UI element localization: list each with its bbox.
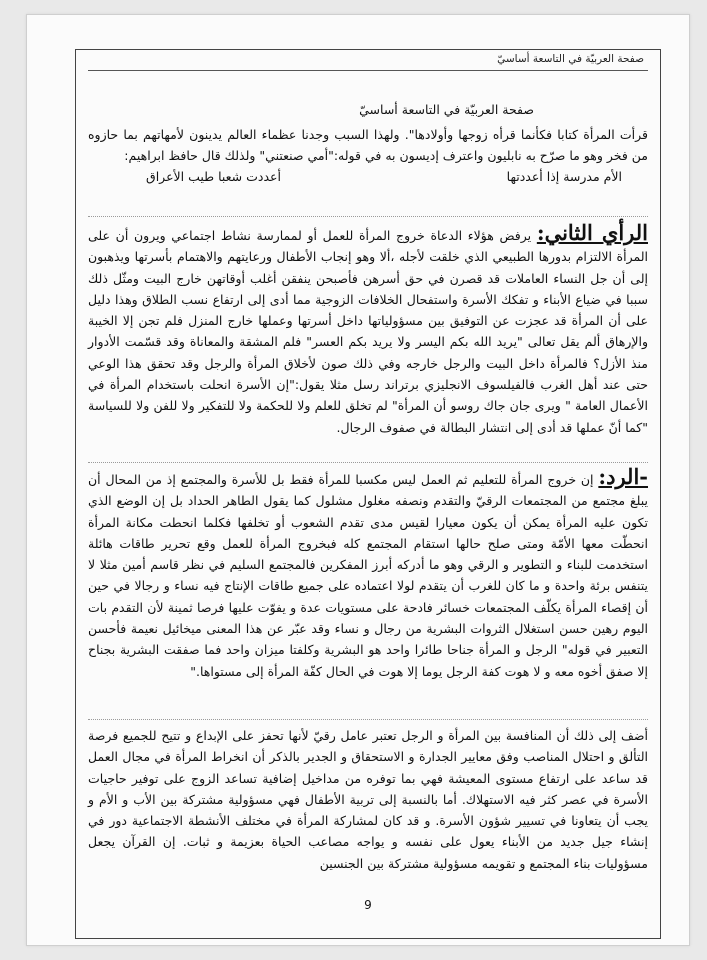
final-paragraph: أضف إلى ذلك أن المنافسة بين المرأة و الرجل تعتبر عامل رقيّ لأنها تحفز على الإبداع و تتيح للجميع فرصة التألق و احتلال المناصب وفق معايير الجدارة و الاستحقاق و الجدير بالذكر أن انخراط المرأة في مجال العمل قد ساعد على ارتفاع مستوى المعيشة فهي بما توفره من مداخيل إضافية تساعد الزوج على توفير حاجيات الأسرة في عصر كثر فيه الاستهلاك. أما بالنسبة إلى تربية الأطفال فهي مسؤولية مشتركة بين الأب و الأم و يجب أن يتعاونا في تسيير شؤون الأسرة. و قد كان لمشاركة المرأة في مختلف الأنشطة الاجتماعية دور في إنشاء جيل جديد من الأبناء يعول على نفسه و يواجه مصاعب الحياة بعزيمة و ثبات. إن القرآن يجعل مسؤوليات بناء المجتمع و تقويمه مسؤولية مشتركة بين الجنسين [88, 728, 648, 871]
header-rule [88, 70, 648, 71]
opinion-two-section [88, 222, 648, 438]
reply-heading: -الرد: [598, 464, 648, 489]
poem-verse [88, 167, 648, 187]
page-border-frame [75, 49, 661, 939]
opinion-two-heading: الرأي الثاني: [536, 220, 648, 245]
section-divider [88, 719, 648, 720]
intro-section [88, 124, 648, 187]
final-section [88, 725, 648, 874]
reply-text: إن خروج المرأة للتعليم ثم العمل ليس مكسبا للمرأة فقط بل للأسرة والمجتمع إذ من المحال أن يبلغ مجتمع من المجتمعات الرقيّ والتقدم ونصفه مغلول مشلول كما يقول الطاهر الحداد بل إن الوضع الذي تكون عليه المرأة يمكن أن يكون معيارا لقيس مدى تقدم الشعوب أو تخلفها فكلما انحطت مكانة المرأة انحطّت معها الأمّة ومتى صلح حالها استقام المجتمع كله فبخروج المرأة للعمل وقع تحرير طاقات هائلة استخدمت للبناء و التطوير و الرقي وهو ما أدركه أبرز المفكرين فالمجتمع السليم في نظر قاسم أمين مثلا لا يتنفس برئة واحدة و ما كان للغرب أن يتقدم لولا اعتماده على جميع طاقات الإنتاج فيه نساء و رجالا في حين أن إقصاء المرأة يكلّف المجتمعات خسائر فادحة على مستويات عدة و يفوّت عليها فرصا ثمينة لأن التقدم بات اليوم رهين حسن استغلال الثروات البشرية من رجال و نساء وقد عبّر عن هذا المعنى ميخائيل نعيمة فأحسن التعبير في قوله" الرجل و المرأة جناحا طائرا واحد هو البشرية وكلفتا ميزان واحد فما صفقت البشرية بجناح إلا صفق أخوه معه و لا هوت كفة الرجل يوما إلا هوت في الحال كفّة المرأة إلى مستواها." [88, 472, 648, 679]
page-number: 9 [364, 897, 372, 912]
running-header: صفحة العربيّة في التاسعة أساسيّ [497, 53, 644, 65]
opinion-two-paragraph [88, 222, 648, 438]
poem-hemistich-second: أعددت شعبا طيب الأعراق [146, 168, 281, 184]
section-divider [88, 216, 648, 217]
page-content [88, 50, 648, 938]
section-divider [88, 462, 648, 463]
reply-paragraph [88, 466, 648, 682]
reply-section [88, 466, 648, 682]
page-sheet [26, 14, 690, 946]
opinion-two-text: يرفض هؤلاء الدعاة خروج المرأة للعمل أو لممارسة نشاط اجتماعي ويرون أن على المرأة الالتزام بدورها الطبيعي الذي خلقت لأجله ،ألا وهو إنجاب الأطفال ورعايتهم والاهتمام بأسرتها ويذهبون إلى أن جل النساء العاملات قد قصرن في حق أسرهن فأصبحن ينفقن أغلب أوقاتهن خارج البيت ومثّل ذلك سببا في ضياع الأبناء و تفكك الأسرة واستفحال الخلافات الزوجية مما أدى إلى ارتفاع نسب الطلاق وهذا دليل على أن المرأة قد عجزت عن التوفيق بين مسؤولياتها داخل أسرتها وعملها خارج المنزل فلم تجن إلا الخيبة والإرهاق ألم يقل تعالى "يريد الله بكم اليسر ولا يريد بكم العسر" فلم المشقة والمعاناة وقد قسّمت الأدوار منذ الأزل؟ فالمرأة داخل البيت والرجل خارجه وفي ذلك صون لأخلاق المرأة والرجل وقد تحقق هذا الوعي حتى عند أهل الغرب فالفيلسوف الانجليزي برتراند رسل مثلا يقول:"إن الأسرة انحلت باستخدام المرأة في الأعمال العامة " ويرى جان جاك روسو أن المرأة" لم تخلق للعلم ولا للحكمة ولا للتفكير ولا للفن ولا للسياسة "كما أنّ عملها قد أدى إلى انتشار البطالة في صفوف الرجال. [88, 228, 648, 435]
poem-hemistich-first: الأم مدرسة إذا أعددتها [506, 168, 622, 184]
page-title: صفحة العربيّة في التاسعة أساسيّ [359, 102, 534, 117]
intro-paragraph: قرأت المرأة كتابا فكأنما قرأه زوجها وأولادها". ولهذا السبب وجدنا عظماء العالم يدينون لأمهاتهم بما حازوه من فخر وهو ما صرّح به نابليون واعترف إديسون به في قوله:"أمي صنعتني" ولذلك قال حافظ ابراهيم: [88, 127, 648, 164]
